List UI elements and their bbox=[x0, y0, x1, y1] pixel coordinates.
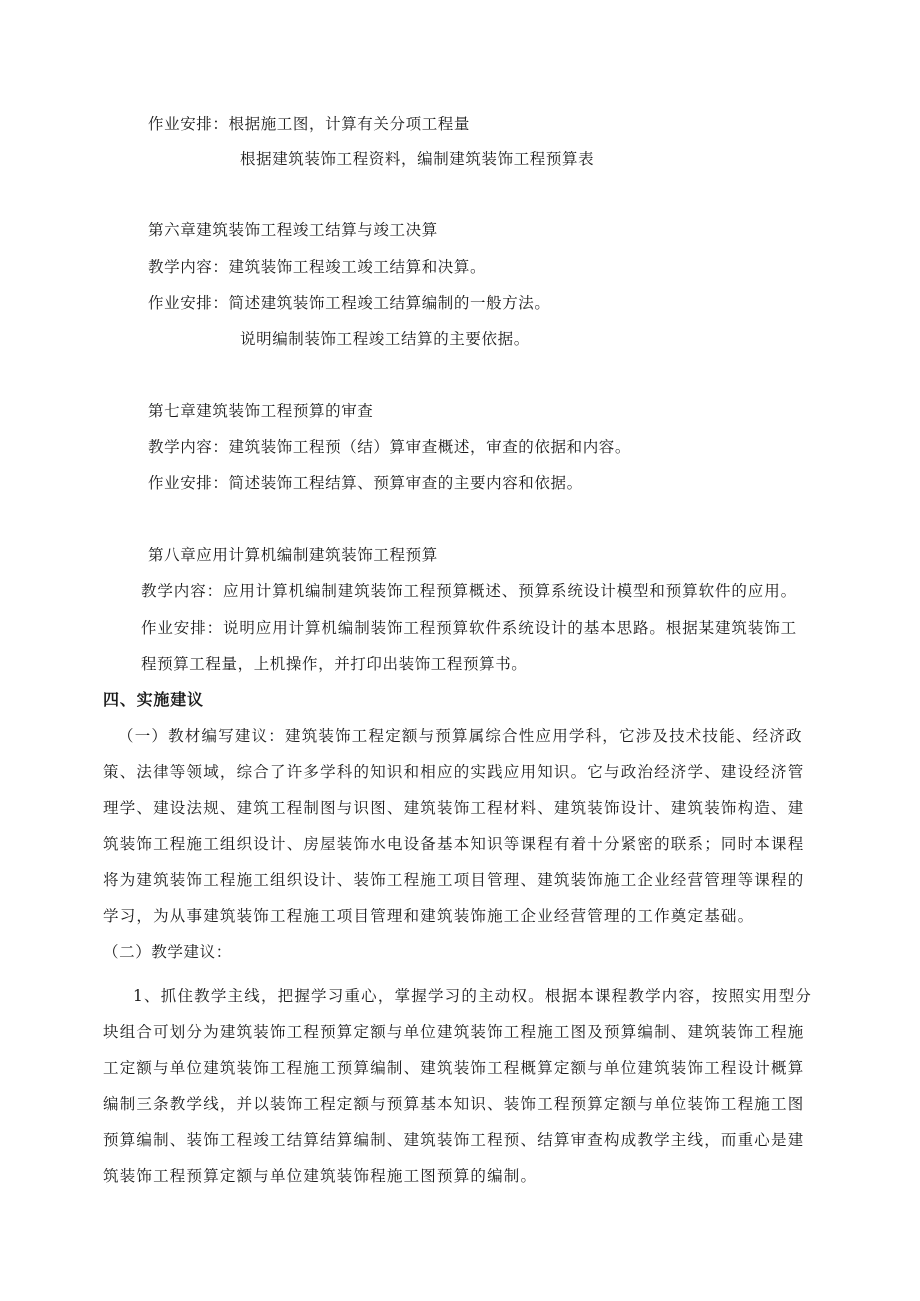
teaching-point-line: 工定额与单位建筑装饰工程施工预算编制、建筑装饰工程概算定额与单位建筑装饰工程设计概算 bbox=[103, 1059, 805, 1077]
teaching-point-line: 筑装饰工程预算定额与单位建筑装饰程施工图预算的编制。 bbox=[103, 1167, 538, 1185]
teaching-point-line: 1、抓住教学主线，把握学习重心，掌握学习的主动权。根据本课程教学内容，按照实用型分 bbox=[133, 987, 813, 1005]
teaching-point-line: 编制三条教学线，并以装饰工程定额与预算基本知识、装饰工程预算定额与单位装饰工程施工图 bbox=[103, 1095, 805, 1113]
textbook-line: 学习，为从事建筑装饰工程施工项目管理和建筑装饰施工企业经营管理的工作奠定基础。 bbox=[103, 907, 755, 925]
textbook-line: 将为建筑装饰工程施工组织设计、装饰工程施工项目管理、建筑装饰施工企业经营管理等课程的 bbox=[103, 871, 805, 889]
teaching-suggestion-heading: （二）教学建议： bbox=[103, 943, 232, 961]
chapter7-title: 第七章建筑装饰工程预算的审查 bbox=[148, 402, 374, 420]
chapter6-homework-line2: 说明编制装饰工程竣工结算的主要依据。 bbox=[240, 330, 530, 348]
chapter5-homework-line2: 根据建筑装饰工程资料，编制建筑装饰工程预算表 bbox=[240, 150, 595, 168]
textbook-line: 理学、建设法规、建筑工程制图与识图、建筑装饰工程材料、建筑装饰设计、建筑装饰构造、建 bbox=[103, 799, 805, 817]
chapter6-teaching: 教学内容：建筑装饰工程竣工竣工结算和决算。 bbox=[148, 258, 487, 276]
chapter8-title: 第八章应用计算机编制建筑装饰工程预算 bbox=[148, 546, 438, 564]
chapter7-teaching: 教学内容：建筑装饰工程预（结）算审查概述，审查的依据和内容。 bbox=[148, 438, 632, 456]
chapter8-homework-line2: 程预算工程量，上机操作，并打印出装饰工程预算书。 bbox=[141, 655, 528, 673]
chapter6-homework-line1: 作业安排：简述建筑装饰工程竣工结算编制的一般方法。 bbox=[148, 294, 551, 312]
teaching-point-line: 预算编制、装饰工程竣工结算结算编制、建筑装饰工程预、结算审查构成教学主线，而重心是建 bbox=[103, 1131, 805, 1149]
textbook-line: 筑装饰工程施工组织设计、房屋装饰水电设备基本知识等课程有着十分紧密的联系；同时本课程 bbox=[103, 835, 805, 853]
chapter7-homework: 作业安排：简述装饰工程结算、预算审查的主要内容和依据。 bbox=[148, 474, 583, 492]
chapter5-homework-line1: 作业安排：根据施工图，计算有关分项工程量 bbox=[148, 115, 471, 133]
chapter8-homework-line1: 作业安排：说明应用计算机编制装饰工程预算软件系统设计的基本思路。根据某建筑装饰工 bbox=[141, 619, 798, 637]
section4-heading: 四、实施建议 bbox=[103, 690, 204, 709]
chapter8-teaching: 教学内容：应用计算机编制建筑装饰工程预算概述、预算系统设计模型和预算软件的应用。 bbox=[141, 582, 798, 600]
chapter6-title: 第六章建筑装饰工程竣工结算与竣工决算 bbox=[148, 221, 438, 239]
teaching-point-line: 块组合可划分为建筑装饰工程预算定额与单位建筑装饰工程施工图及预算编制、建筑装饰工程施 bbox=[103, 1023, 805, 1041]
textbook-line: 策、法律等领域，综合了许多学科的知识和相应的实践应用知识。它与政治经济学、建设经济管 bbox=[103, 763, 805, 781]
textbook-line: （一）教材编写建议：建筑装饰工程定额与预算属综合性应用学科，它涉及技术技能、经济政 bbox=[118, 727, 803, 745]
